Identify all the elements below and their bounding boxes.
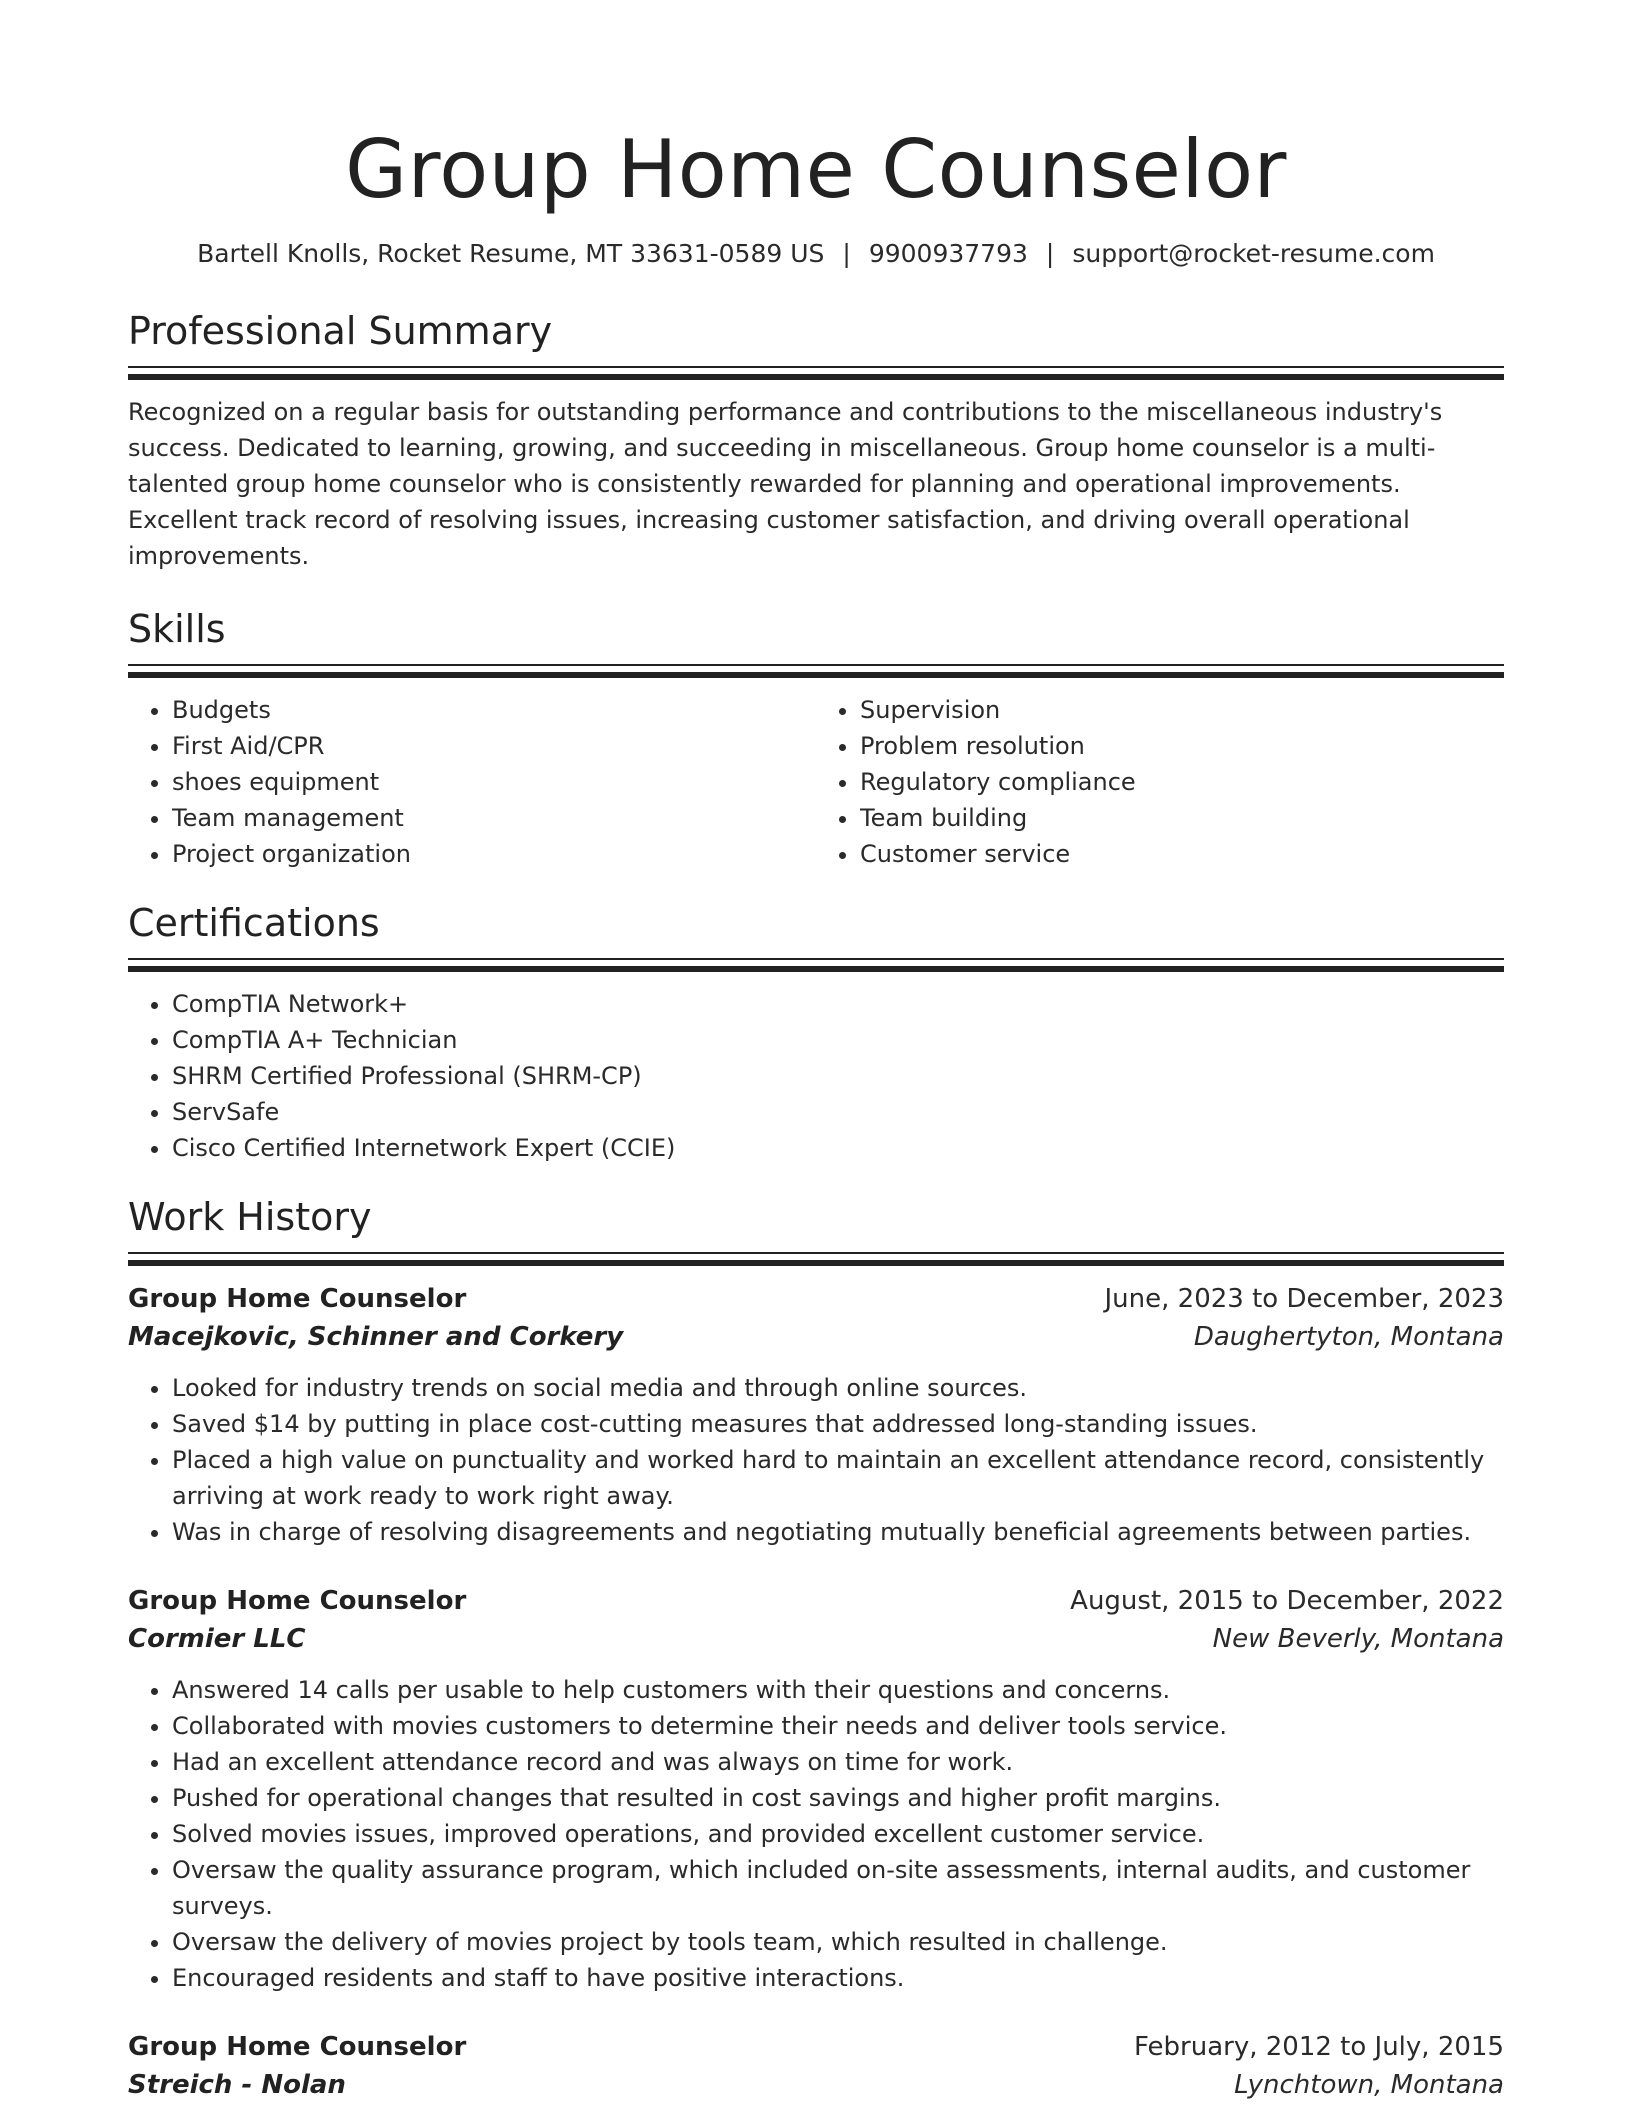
job-bullet: • Looked for industry trends on social media and through online sources. (172, 1370, 1504, 1406)
job-header (128, 1582, 1504, 1620)
skills-section (128, 606, 1504, 872)
summary-text: Recognized on a regular basis for outstanding performance and contributions to the miscellaneous industry's success. Dedicated to learning, growing, and succeeding in miscellaneous. Group home counselor is a multi-talented group home counselor who is consistently rewarded for planning and operational improvements. Excellent track record of resolving issues, increasing customer satisfaction, and driving overall operational improvements. (128, 398, 1443, 570)
work-history-heading: Work History (128, 1195, 372, 1239)
contact-separator: | (842, 239, 851, 268)
job-bullet: • Collaborated with movies customers to determine their needs and deliver tools service. (172, 1708, 1504, 1744)
certifications-section (128, 900, 1504, 1166)
job-subheader (128, 2066, 1504, 2104)
certification-item: • Cisco Certified Internetwork Expert (CCIE) (172, 1130, 1504, 1166)
job-bullet: • Placed a high value on punctuality and worked hard to maintain an excellent attendance record, consistently arriving at work ready to work right away. (172, 1442, 1504, 1514)
job-title: Group Home Counselor (128, 1586, 467, 1616)
skill-item: • Regulatory compliance (860, 764, 1504, 800)
certifications-list (128, 986, 1504, 1166)
job-bullet: • Solved movies issues, improved operations, and provided excellent customer service. (172, 1816, 1504, 1852)
job-dates: June, 2023 to December, 2023 (1104, 1284, 1504, 1314)
skills-list-right (816, 692, 1504, 872)
job-bullet: • Encouraged residents and staff to have positive interactions. (172, 1960, 1504, 1996)
summary-heading: Professional Summary (128, 309, 553, 353)
skills-list-left (128, 692, 816, 872)
skills-heading: Skills (128, 607, 226, 651)
certification-item: • SHRM Certified Professional (SHRM-CP) (172, 1058, 1504, 1094)
skill-item: • Supervision (860, 692, 1504, 728)
skills-columns (128, 692, 1504, 872)
contact-line (128, 238, 1504, 270)
job-bullets (128, 1370, 1504, 1550)
job-dates: August, 2015 to December, 2022 (1070, 1586, 1504, 1616)
section-divider (128, 958, 1504, 972)
skill-item: • Budgets (172, 692, 816, 728)
job-bullet: • Oversaw the delivery of movies project by tools team, which resulted in challenge. (172, 1924, 1504, 1960)
certification-item: • ServSafe (172, 1094, 1504, 1130)
job-header (128, 1280, 1504, 1318)
job-header (128, 2028, 1504, 2066)
contact-address: Bartell Knolls, Rocket Resume, MT 33631-0589 US (197, 239, 825, 268)
contact-phone: 9900937793 (868, 239, 1028, 268)
job-company: Cormier LLC (128, 1624, 306, 1654)
job-location: Daughertyton, Montana (1193, 1322, 1504, 1352)
job-entry (128, 2028, 1504, 2104)
skill-item: • First Aid/CPR (172, 728, 816, 764)
skill-item: • shoes equipment (172, 764, 816, 800)
skill-item: • Team management (172, 800, 816, 836)
job-bullet: • Was in charge of resolving disagreements and negotiating mutually beneficial agreements between parties. (172, 1514, 1504, 1550)
section-divider (128, 366, 1504, 380)
job-bullet: • Pushed for operational changes that resulted in cost savings and higher profit margins. (172, 1780, 1504, 1816)
job-title: Group Home Counselor (128, 1284, 467, 1314)
job-bullet: • Had an excellent attendance record and was always on time for work. (172, 1744, 1504, 1780)
job-dates: February, 2012 to July, 2015 (1134, 2032, 1504, 2062)
certification-item: • CompTIA Network+ (172, 986, 1504, 1022)
certifications-heading: Certifications (128, 901, 380, 945)
job-location: New Beverly, Montana (1212, 1624, 1504, 1654)
job-company: Streich - Nolan (128, 2070, 346, 2100)
job-subheader (128, 1318, 1504, 1356)
certification-item: • CompTIA A+ Technician (172, 1022, 1504, 1058)
job-company: Macejkovic, Schinner and Corkery (128, 1322, 624, 1352)
work-history-section (128, 1194, 1504, 2104)
section-divider (128, 1252, 1504, 1266)
job-location: Lynchtown, Montana (1234, 2070, 1504, 2100)
job-bullet: • Oversaw the quality assurance program, which included on-site assessments, internal audits, and customer surveys. (172, 1852, 1504, 1924)
contact-separator: | (1045, 239, 1055, 268)
skill-item: • Problem resolution (860, 728, 1504, 764)
skill-item: • Project organization (172, 836, 816, 872)
job-bullet: • Saved $14 by putting in place cost-cutting measures that addressed long-standing issues. (172, 1406, 1504, 1442)
job-entry (128, 1582, 1504, 1996)
job-entry (128, 1280, 1504, 1550)
summary-section (128, 308, 1504, 574)
job-bullet: • Answered 14 calls per usable to help customers with their questions and concerns. (172, 1672, 1504, 1708)
job-subheader (128, 1620, 1504, 1658)
skill-item: • Team building (860, 800, 1504, 836)
job-title: Group Home Counselor (128, 2032, 467, 2062)
section-divider (128, 664, 1504, 678)
candidate-name: Group Home Counselor (345, 123, 1287, 216)
skill-item: • Customer service (860, 836, 1504, 872)
job-bullets (128, 1672, 1504, 1996)
contact-email: support@rocket-resume.com (1072, 239, 1435, 268)
